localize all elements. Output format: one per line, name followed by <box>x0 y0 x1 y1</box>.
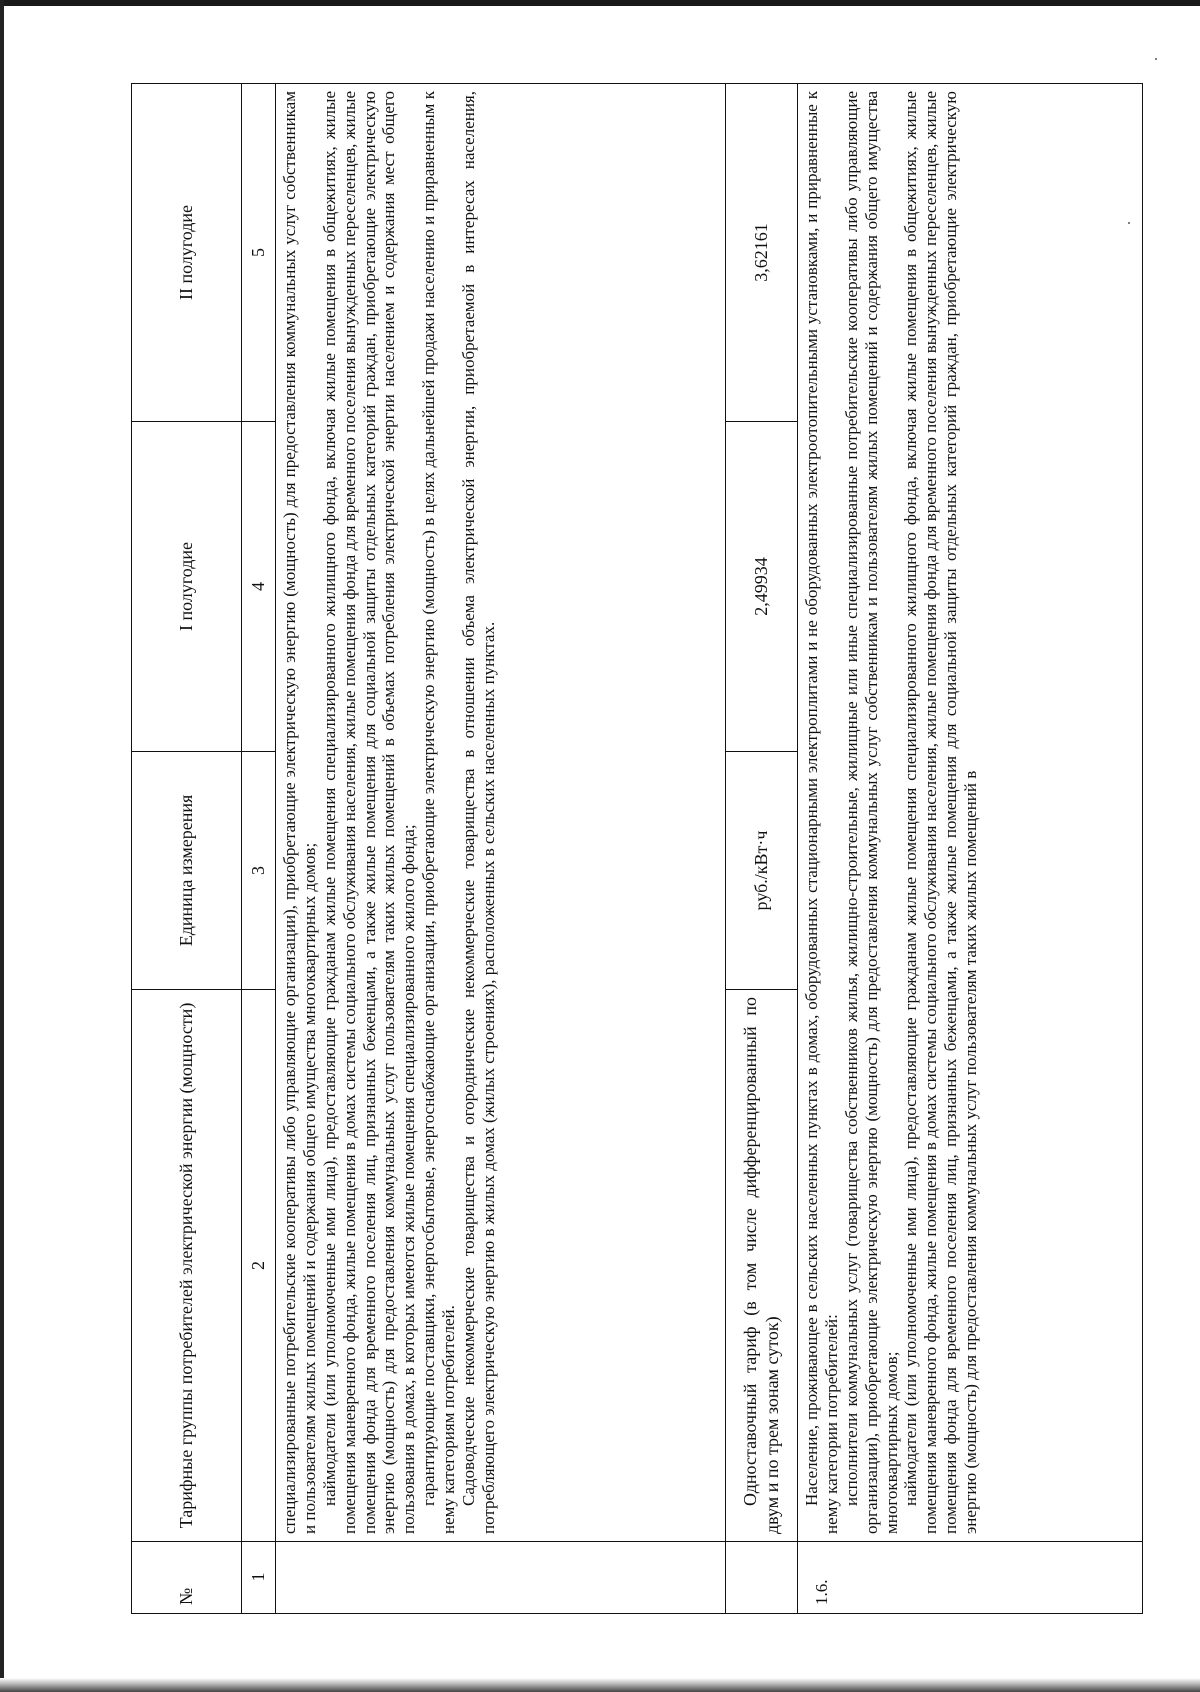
scan-speck <box>1155 58 1157 60</box>
paragraph: специализированные потребительские кооперативы либо управляющие организации), приобретающие электрическую энергию (мощность) для предоставления коммунальных услуг собственникам и пользователям жилых помещений и содержания общего имущества многоквартирных домов; <box>280 91 319 1534</box>
header-groups: Тарифные группы потребителей электрической энергии (мощности) <box>132 990 242 1542</box>
tariff-value-half2: 3,62161 <box>726 84 798 422</box>
section-row <box>798 84 1143 1614</box>
section-description <box>798 84 1143 1542</box>
tariff-label-text: Одноставочный тариф (в том числе дифференцированный по двум и по трем зонам суток) <box>740 997 782 1534</box>
continued-description <box>276 84 726 1542</box>
tariff-label <box>726 990 798 1542</box>
paragraph: Садоводческие некоммерческие товарищества и огороднические некоммерческие товарищества в отношении объема электрической энергии, приобретаемой в интересах населения, потребляющего электрическую энергию в жилых домах (жилых строениях), расположенных в сельских населенных пунктах. <box>458 91 498 1534</box>
paragraph: наймодатели (или уполномоченные ими лица), предоставляющие гражданам жилые помещения специализированного жилищного фонда, включая жилые помещения в общежитиях, жилые помещения маневренного фонда, жилые помещения в домах системы социального обслуживания населения, жилые помещения фонда для временного поселения вынужденных переселенцев, жилые помещения фонда для временного поселения лиц, признанных беженцами, а также жилые помещения для социальной защиты отдельных категорий граждан, приобретающие электрическую энергию (мощность) для предоставления коммунальных услуг пользователям таких жилых помещений в <box>901 91 980 1534</box>
column-number-row <box>242 84 276 1614</box>
header-row <box>132 84 242 1614</box>
col-number: 2 <box>242 990 276 1542</box>
section-num: 1.6. <box>798 1542 1143 1614</box>
tariff-num <box>726 1542 798 1614</box>
tariff-row <box>726 84 798 1614</box>
scan-edge-bottom <box>0 1678 1200 1692</box>
header-half2: II полугодие <box>132 84 242 422</box>
scan-edge-left <box>0 0 4 1692</box>
continued-num <box>276 1542 726 1614</box>
col-number: 4 <box>242 422 276 752</box>
col-number: 5 <box>242 84 276 422</box>
paragraph: Население, проживающее в сельских населенных пунктах в домах, оборудованных стационарными электроплитами и не оборудованных электроотопительными установками, и приравненные к нему категории потребителей: <box>802 91 841 1534</box>
paragraph: исполнители коммунальных услуг (товарищества собственников жилья, жилищно-строительные, жилищные или иные специализированные потребительские кооперативы либо управляющие организации), приобретающие электрическую энергию (мощность) для предоставления коммунальных услуг собственникам и пользователям жилых помещений и содержания общего имущества многоквартирных домов; <box>841 91 901 1534</box>
paragraph: гарантирующие поставщики, энергосбытовые, энергоснабжающие организации, приобретающие электрическую энергию (мощность) в целях дальнейшей продажи населению и приравненным к нему категориям потребителей. <box>419 91 458 1534</box>
tariff-table <box>131 83 1143 1614</box>
col-number: 1 <box>242 1542 276 1614</box>
paragraph: наймодатели (или уполномоченные ими лица), предоставляющие гражданам жилые помещения специализированного жилищного фонда, включая жилые помещения в общежитиях, жилые помещения маневренного фонда, жилые помещения в домах системы социального обслуживания населения, жилые помещения фонда для временного поселения вынужденных переселенцев, жилые помещения фонда для временного поселения лиц, признанных беженцами, а также жилые помещения для социальной защиты отдельных категорий граждан, приобретающие электрическую энергию (мощность) для предоставления коммунальных услуг пользователям таких жилых помещений в объемах потребления электрической энергии населением и содержания мест общего пользования в домах, в которых имеются жилые помещения специализированного жилого фонда; <box>319 91 419 1534</box>
continued-row <box>276 84 726 1614</box>
col-number: 3 <box>242 752 276 990</box>
scan-edge-top <box>0 0 1200 6</box>
tariff-unit: руб./кВт·ч <box>726 752 798 990</box>
header-unit: Единица измерения <box>132 752 242 990</box>
header-num: № <box>132 1542 242 1614</box>
header-half1: I полугодие <box>132 422 242 752</box>
rotated-page <box>131 84 1143 1614</box>
tariff-value-half1: 2,49934 <box>726 422 798 752</box>
